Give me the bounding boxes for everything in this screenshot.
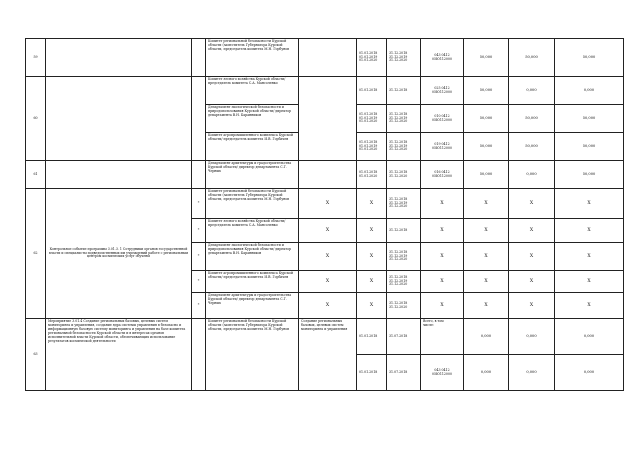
value-2019: 0,000 [509, 355, 555, 391]
event-cell: Мероприятие 3.01.4 Создание региональных базовых, целевых систем мониторинга и управления, создание ядра системы управления в безопасно и информационную базовую систему мониторинга и управления на базе комитета региональной безопасности Курской области и в интересах органов исполнительной власти Курской области, обеспечивающих использование результатов космической деятельности [46, 319, 192, 391]
result-cell: Создание региональных базовых, целевых систем мониторинга и управления [299, 319, 357, 391]
end-dates: 31.12.2018 [387, 219, 421, 243]
executor-cell: Комитет региональной безопасности Курской области (заместитель Губернатора Курской области, председатель комитета М.Н. Горбунов [206, 39, 299, 77]
row-number: 62 [26, 189, 46, 319]
end-date: 31.07.2018 [387, 355, 421, 391]
value-x: X [464, 293, 509, 319]
value-x: X [509, 243, 555, 271]
event-cell [46, 161, 192, 189]
value-2019: 50,000 [509, 133, 555, 161]
program-table [25, 38, 624, 391]
value-x: X [464, 243, 509, 271]
start-dates: 01.01.2018 01.01.2019 01.01.2020 [357, 105, 387, 133]
total-label: Всего, в том числе: [421, 319, 464, 355]
budget-code: 019 0412 05Ю112000 [421, 133, 464, 161]
value-x: X [509, 293, 555, 319]
start-dates: 01.01.2018 01.01.2020 [357, 161, 387, 189]
mark-cell [192, 319, 206, 391]
value-x: X [555, 293, 624, 319]
value-x: X [509, 189, 555, 219]
value-2018: 50,000 [464, 161, 509, 189]
value-2018: 50,000 [464, 39, 509, 77]
code-x: X [421, 243, 464, 271]
result-x: X [299, 243, 357, 271]
event-cell: Контрольное событие программы 3.01.3. 1 Сотрудники органов государственной власти и специалисты подведомственных им учреждений работе с региональным центром космических услуг обучены [46, 189, 192, 319]
table-row-60 [26, 77, 624, 105]
value-2020: 50,000 [555, 161, 624, 189]
value-x: X [555, 189, 624, 219]
budget-code: 010 0412 05Ю112000 [421, 105, 464, 133]
result-x: X [299, 219, 357, 243]
value-2019: 0,000 [509, 161, 555, 189]
executor-cell: Комитет региональной безопасности Курской области (заместитель Губернатора Курской области, председатель комитета М.Н. Горбунов [206, 189, 299, 219]
end-dates: 31.12.2018 [387, 77, 421, 105]
value-2018: 50,000 [464, 133, 509, 161]
value-x: X [509, 219, 555, 243]
table-row-61 [26, 161, 624, 189]
control-mark: * [192, 189, 206, 219]
result-cell [299, 161, 357, 189]
value-x: X [464, 189, 509, 219]
code-x: X [421, 271, 464, 293]
value-2018: 50,000 [464, 77, 509, 105]
result-x: X [299, 189, 357, 219]
code-x: X [421, 189, 464, 219]
value-2019: 50,000 [509, 39, 555, 77]
value-2020: 0,000 [555, 319, 624, 355]
value-2020: 0,000 [555, 355, 624, 391]
budget-code: 043 0412 05Ю112000 [421, 355, 464, 391]
executor-cell: Комитет агропромышленного комплекса Курской области/ председатель комитета И.В. Горбачев [206, 271, 299, 293]
end-dates: 31.12.2018 31.12.2019 31.12.2020 [387, 189, 421, 219]
table-row-63 [26, 319, 624, 355]
value-2018: 0,000 [464, 319, 509, 355]
end-dates: 31.12.2018 31.12.2019 31.12.2020 [387, 105, 421, 133]
row-number: 60 [26, 77, 46, 161]
code-x: X [421, 293, 464, 319]
end-dates: 31.12.2018 31.12.2019 31.12.2020 [387, 271, 421, 293]
budget-code: 025 0412 05Ю112000 [421, 77, 464, 105]
start-date: 01.01.2018 [357, 355, 387, 391]
result-cell [299, 39, 357, 77]
value-x: X [464, 271, 509, 293]
executor-cell: Департамент экологической безопасности и природопользования Курской области/ директор департамента В.Н. Баранников [206, 105, 299, 133]
row-number: 61 [26, 161, 46, 189]
value-x: X [464, 219, 509, 243]
value-2018: 50,000 [464, 105, 509, 133]
value-x: X [555, 243, 624, 271]
value-2020: 50,000 [555, 105, 624, 133]
row-number: 59 [26, 39, 46, 77]
start-dates: 01.01.2018 [357, 77, 387, 105]
value-x: X [555, 271, 624, 293]
control-mark: * [192, 293, 206, 319]
control-mark: * [192, 271, 206, 293]
executor-cell: Комитет лесного хозяйства Курской области/председатель комитета С.А. Мансоленко [206, 219, 299, 243]
start-x: X [357, 189, 387, 219]
result-x: X [299, 293, 357, 319]
event-cell [46, 39, 192, 77]
start-date: 01.01.2018 [357, 319, 387, 355]
value-x: X [555, 219, 624, 243]
value-2020: 0,000 [555, 77, 624, 105]
executor-cell: Комитет агропромышленного комплекса Курской области/ председатель комитета И.В. Горбачев [206, 133, 299, 161]
value-2019: 0,000 [509, 77, 555, 105]
end-dates: 31.12.2018 31.12.2019 31.12.2020 [387, 133, 421, 161]
value-2019: 0,000 [509, 319, 555, 355]
end-date: 31.07.2018 [387, 319, 421, 355]
value-2019: 50,000 [509, 105, 555, 133]
start-x: X [357, 219, 387, 243]
start-x: X [357, 243, 387, 271]
value-2020: 50,000 [555, 133, 624, 161]
value-2020: 50,000 [555, 39, 624, 77]
start-dates: 01.01.2018 01.01.2019 01.01.2020 [357, 39, 387, 77]
start-x: X [357, 271, 387, 293]
start-x: X [357, 293, 387, 319]
mark-cell [192, 161, 206, 189]
executor-cell: Департамент архитектуры и градостроительства Курской области/ директор департамента С.Г. Черных [206, 161, 299, 189]
executor-cell: Комитет лесного хозяйства Курской области/председатель комитета С.А. Мансоленко [206, 77, 299, 105]
code-x: X [421, 219, 464, 243]
result-cell [299, 77, 357, 161]
start-dates: 01.01.2018 01.01.2019 01.01.2020 [357, 133, 387, 161]
value-x: X [509, 271, 555, 293]
table-row-62 [26, 189, 624, 219]
row-number: 63 [26, 319, 46, 391]
value-2018: 0,000 [464, 355, 509, 391]
result-x: X [299, 271, 357, 293]
budget-code: 016 0412 05Ю112000 [421, 161, 464, 189]
budget-code: 043 0412 05Ю112000 [421, 39, 464, 77]
executor-cell: Комитет региональной безопасности Курской области (заместитель Губернатора Курской области, председатель комитета М.Н. Горбунов [206, 319, 299, 391]
mark-cell [192, 77, 206, 161]
control-mark: * [192, 219, 206, 243]
table-row-59 [26, 39, 624, 77]
executor-cell: Департамент экологической безопасности и природопользования Курской области/ директор департамента В.Н. Баранников [206, 243, 299, 271]
end-dates: 31.12.2018 31.12.2019 31.12.2020 [387, 243, 421, 271]
end-dates: 31.12.2018 31.12.2019 31.12.2020 [387, 39, 421, 77]
event-cell [46, 77, 192, 161]
mark-cell [192, 39, 206, 77]
control-mark: * [192, 243, 206, 271]
executor-cell: Департамент архитектуры и градостроительства Курской области/ директор департамента С.Г. Черных [206, 293, 299, 319]
end-dates: 31.12.2018 31.12.2020 [387, 161, 421, 189]
end-dates: 31.12.2018 31.12.2020 [387, 293, 421, 319]
